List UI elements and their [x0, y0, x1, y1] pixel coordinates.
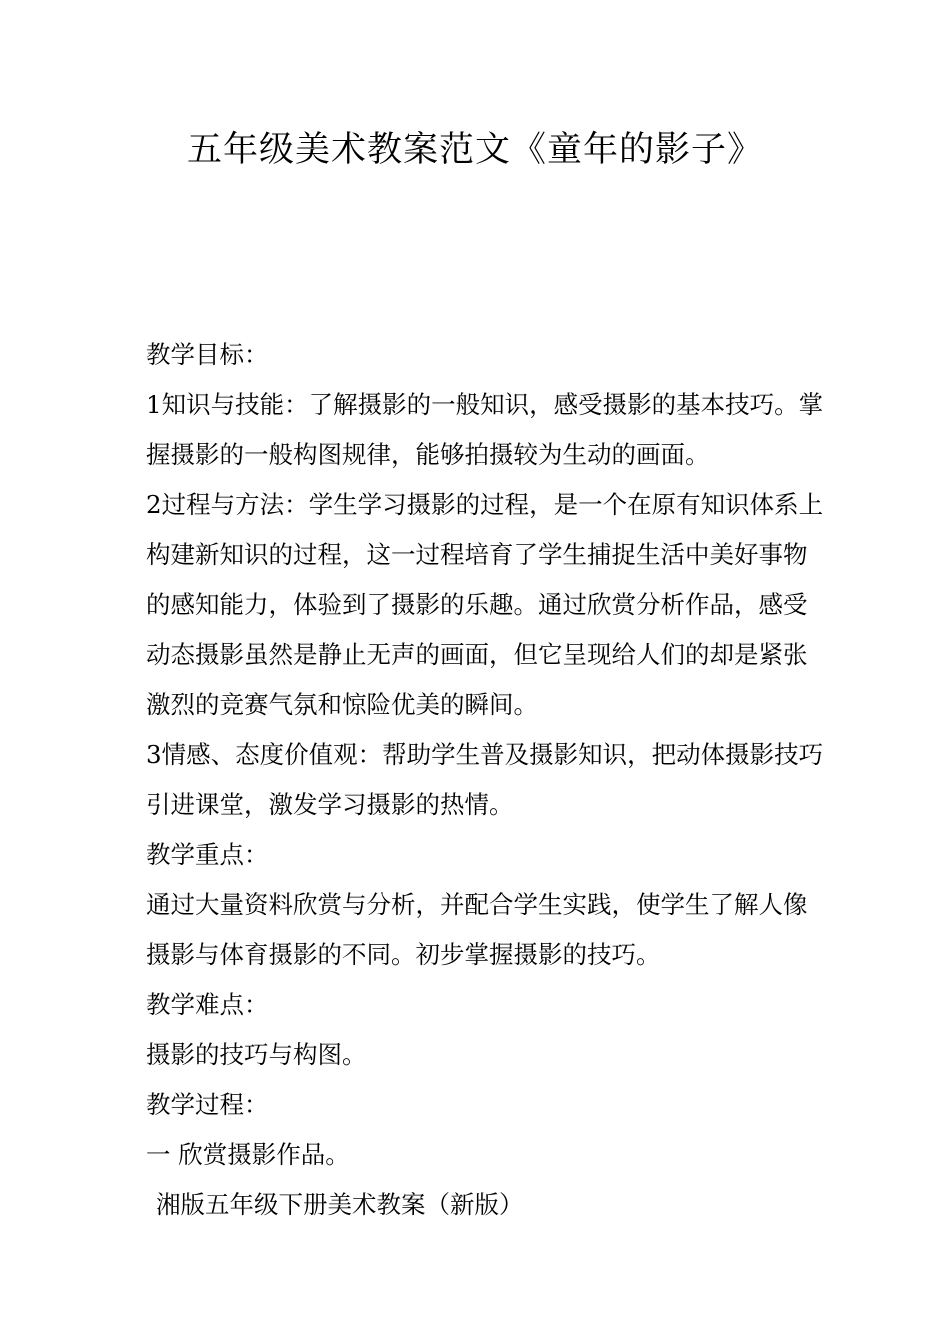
heading-teaching-goals: 教学目标：: [146, 340, 269, 369]
document-body: [146, 330, 826, 1230]
paragraph-process-method: 2过程与方法：学生学习摄影的过程，是一个在原有知识体系上构建新知识的过程，这一过程培育了学生捕捉生活中美好事物的感知能力，体验到了摄影的乐趣。通过欣赏分析作品，感受动态摄影虽然是静止无声的画面，但它呈现给人们的却是紧张激烈的竞赛气氛和惊险优美的瞬间。: [146, 490, 824, 719]
textbook-reference: 湘版五年级下册美术教案（新版）: [156, 1190, 524, 1219]
document-title: 五年级美术教案范文《童年的影子》: [186, 130, 763, 170]
step-appreciate-works: 一 欣赏摄影作品。: [146, 1140, 350, 1169]
paragraph-teaching-focus: 通过大量资料欣赏与分析，并配合学生实践，使学生了解人像摄影与体育摄影的不同。初步掌握摄影的技巧。: [146, 890, 808, 969]
paragraph-knowledge-skills: 1知识与技能：了解摄影的一般知识，感受摄影的基本技巧。掌握摄影的一般构图规律，能够拍摄较为生动的画面。: [146, 390, 824, 469]
paragraph-emotion-values: 3情感、态度价值观：帮助学生普及摄影知识，把动体摄影技巧引进课堂，激发学习摄影的热情。: [146, 740, 824, 819]
heading-teaching-process: 教学过程：: [146, 1090, 269, 1119]
heading-teaching-focus: 教学重点：: [146, 840, 269, 869]
paragraph-teaching-difficulty: 摄影的技巧与构图。: [146, 1040, 367, 1069]
heading-teaching-difficulty: 教学难点：: [146, 990, 269, 1019]
